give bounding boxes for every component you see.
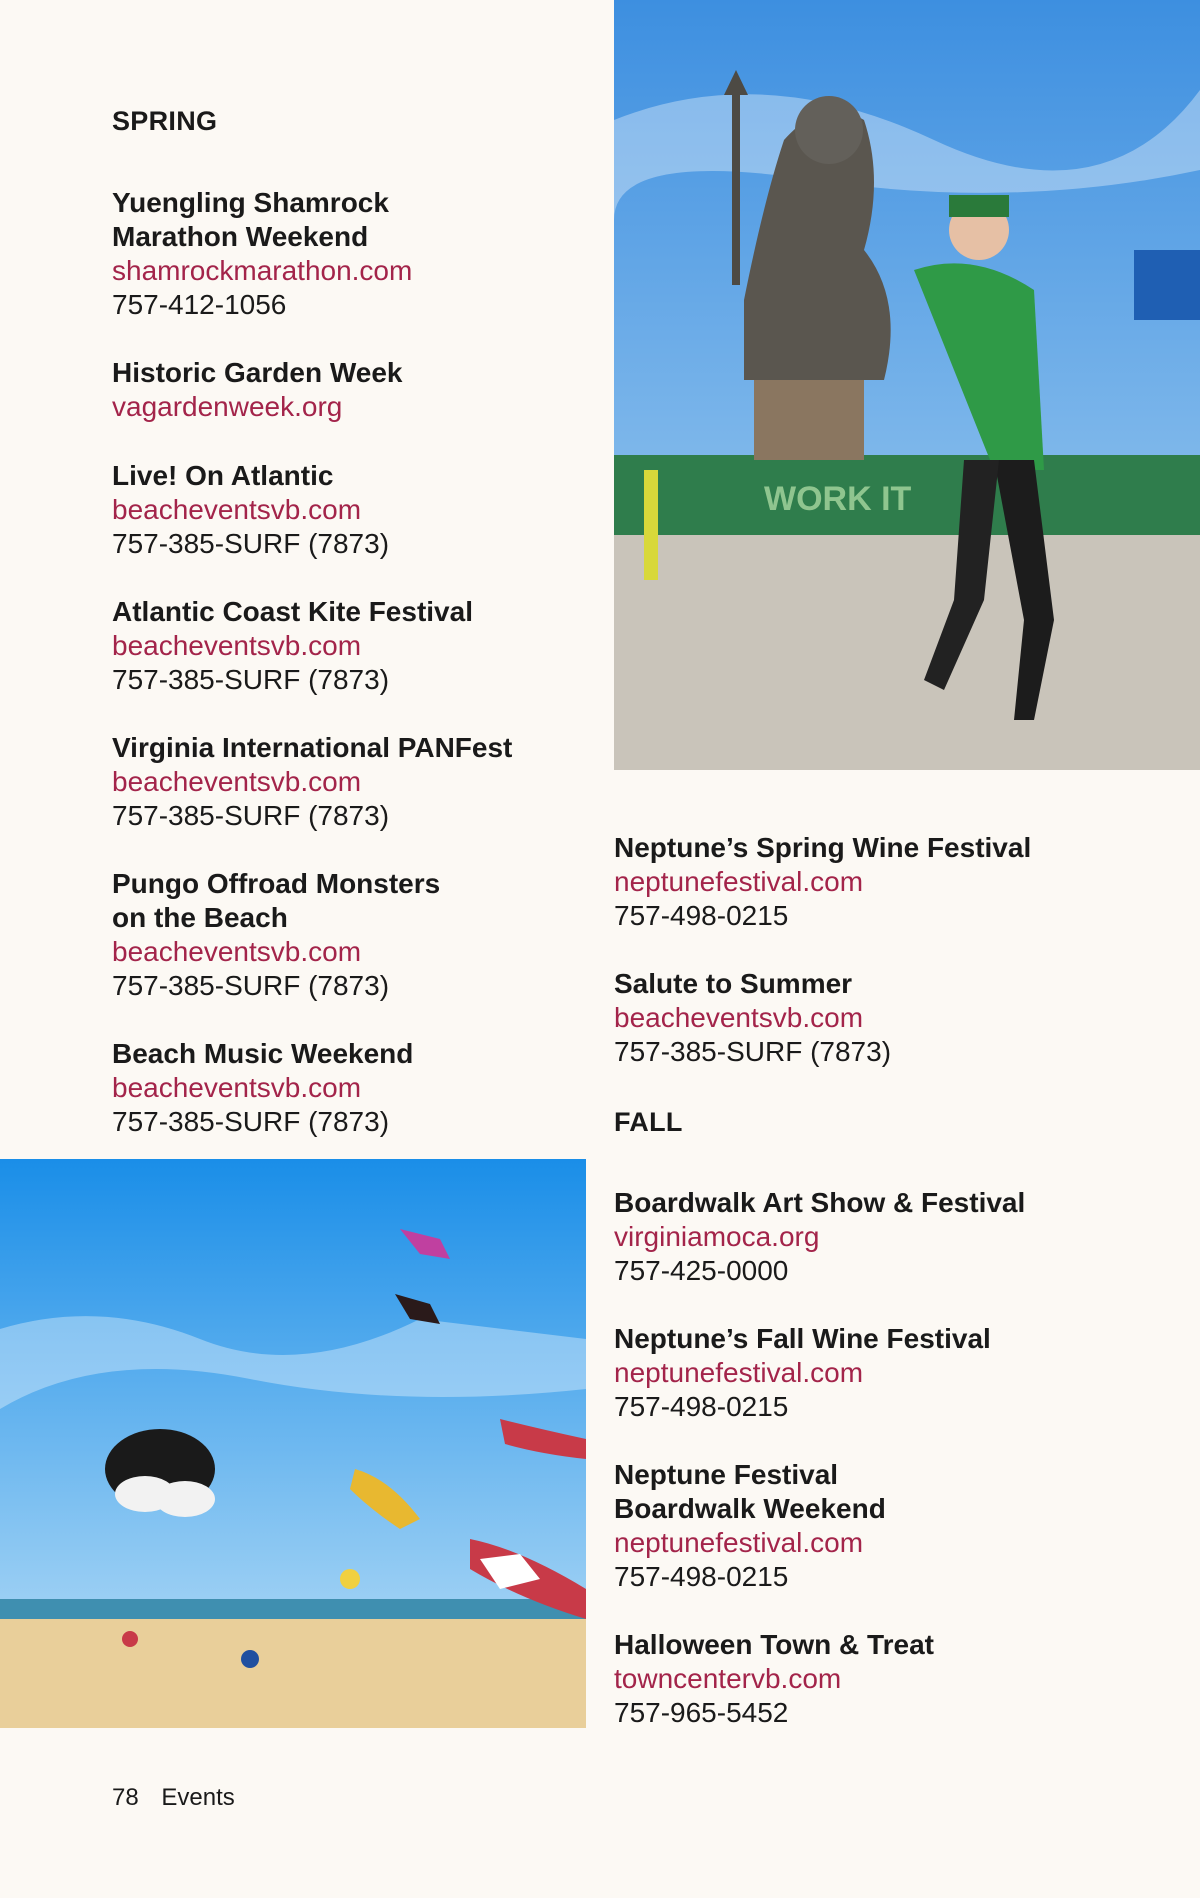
event-name: Beach Music Weekend [112, 1038, 414, 1069]
event-phone: 757-412-1056 [112, 289, 287, 320]
page-number: 78 [112, 1784, 139, 1811]
event-phone: 757-425-0000 [614, 1255, 789, 1286]
event-link[interactable]: beacheventsvb.com [112, 936, 362, 967]
event-name: Neptune Festival Boardwalk Weekend [614, 1459, 886, 1524]
event-phone: 757-498-0215 [614, 1391, 789, 1422]
event-name: Pungo Offroad Monsters on the Beach [112, 868, 441, 933]
event-name: Live! On Atlantic [112, 460, 334, 491]
event-beach-music-weekend [112, 1037, 582, 1139]
footer-section-label: Events [161, 1784, 235, 1811]
event-name: Virginia International PANFest [112, 732, 513, 763]
event-link[interactable]: beacheventsvb.com [112, 1072, 362, 1103]
event-phone: 757-385-SURF (7873) [112, 800, 390, 831]
event-live-on-atlantic [112, 459, 582, 561]
event-name: Atlantic Coast Kite Festival [112, 596, 473, 627]
event-spring-wine-festival [614, 831, 1084, 933]
event-historic-garden-week [112, 356, 582, 424]
event-name: Neptune’s Spring Wine Festival [614, 832, 1032, 863]
event-phone: 757-498-0215 [614, 1561, 789, 1592]
spring-heading: SPRING [112, 106, 218, 136]
event-neptune-boardwalk-weekend [614, 1458, 1084, 1594]
event-link[interactable]: beacheventsvb.com [112, 630, 362, 661]
runner-neptune-photo [614, 0, 1200, 770]
event-link[interactable]: towncentervb.com [614, 1663, 842, 1694]
event-name: Yuengling Shamrock Marathon Weekend [112, 187, 389, 252]
event-link[interactable]: beacheventsvb.com [112, 766, 362, 797]
event-salute-to-summer [614, 967, 1084, 1069]
event-name: Salute to Summer [614, 968, 853, 999]
event-link[interactable]: neptunefestival.com [614, 866, 864, 897]
kite-festival-photo [0, 1159, 586, 1728]
event-name: Halloween Town & Treat [614, 1629, 934, 1660]
event-link[interactable]: vagardenweek.org [112, 391, 343, 422]
event-link[interactable]: beacheventsvb.com [614, 1002, 864, 1033]
event-phone: 757-498-0215 [614, 900, 789, 931]
event-fall-wine-festival [614, 1322, 1084, 1424]
event-phone: 757-385-SURF (7873) [112, 528, 390, 559]
event-phone: 757-385-SURF (7873) [112, 664, 390, 695]
svg-text:WORK IT: WORK IT [764, 480, 912, 518]
event-yuengling-shamrock [112, 186, 582, 322]
event-link[interactable]: neptunefestival.com [614, 1357, 864, 1388]
event-phone: 757-385-SURF (7873) [112, 970, 390, 1001]
event-name: Boardwalk Art Show & Festival [614, 1187, 1026, 1218]
event-link[interactable]: shamrockmarathon.com [112, 255, 413, 286]
event-phone: 757-385-SURF (7873) [614, 1036, 892, 1067]
event-panfest [112, 731, 582, 833]
event-link[interactable]: beacheventsvb.com [112, 494, 362, 525]
page-footer [112, 1784, 235, 1812]
fall-heading: FALL [614, 1107, 683, 1137]
event-name: Historic Garden Week [112, 357, 403, 388]
event-name: Neptune’s Fall Wine Festival [614, 1323, 991, 1354]
event-link[interactable]: neptunefestival.com [614, 1527, 864, 1558]
event-boardwalk-art-show [614, 1186, 1084, 1288]
event-link[interactable]: virginiamoca.org [614, 1221, 820, 1252]
event-pungo-offroad [112, 867, 582, 1003]
event-phone: 757-965-5452 [614, 1697, 789, 1728]
event-kite-festival [112, 595, 582, 697]
event-phone: 757-385-SURF (7873) [112, 1106, 390, 1137]
event-halloween-town [614, 1628, 1084, 1730]
